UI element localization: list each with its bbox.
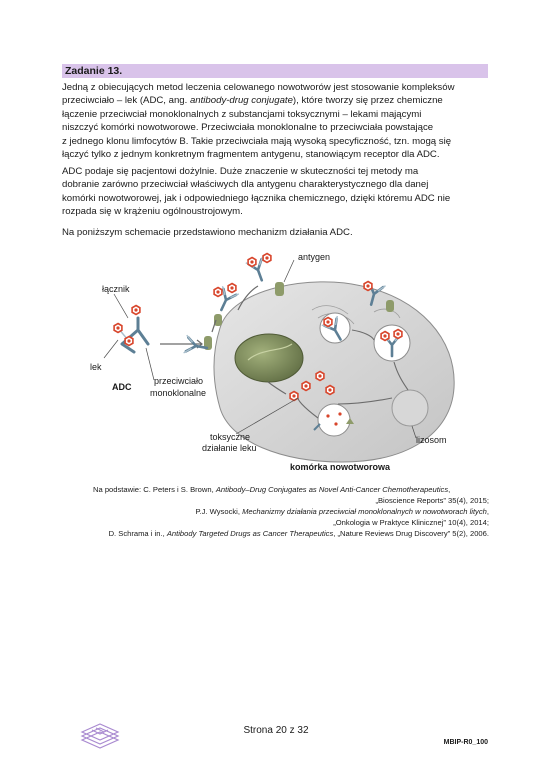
source-text: , — [486, 507, 489, 516]
exam-code: MBIP-R0_100 — [443, 739, 488, 746]
source-text: P.J. Wysocki, — [195, 507, 243, 516]
text-italic: antibody-drug conjugate — [189, 95, 293, 107]
source-title: Antibody–Drug Conjugates as Novel Anti-Cancer Chemotherapeutics — [215, 485, 449, 494]
label-linker: łącznik — [102, 284, 130, 294]
text-line: łączyć tylko z jednym konkretnym fragmentem antygenu, stanowiącym receptor dla ADC. — [62, 149, 440, 161]
label-toxic: toksyczne — [210, 432, 251, 442]
nucleus — [235, 334, 303, 382]
label-antigen: antygen — [298, 252, 331, 262]
method-paragraph — [62, 165, 492, 219]
source-line-2: „Bioscience Reports” 35(4), 2015; — [375, 496, 489, 505]
text-line: ADC podaje się pacjentowi dożylnie. Duże znaczenie w skuteczności tej metody ma — [62, 166, 419, 177]
source-title: Mechanizmy działania przeciwciał monoklonalnych w nowotworach litych — [242, 507, 487, 516]
label-drug: lek — [90, 362, 102, 372]
source-text: , — [448, 485, 451, 494]
text-line: dobranie zarówno przeciwciał właściwych dla antygenu charakterystycznego dla danej — [62, 179, 429, 191]
page-number: Strona 20 z 32 — [243, 725, 309, 736]
adc-complex — [114, 306, 148, 353]
label-monoclonal: monoklonalne — [150, 388, 207, 398]
text-line: z jednego klonu limfocytów B. Takie przeciwciała mają wysoką specyficzność, tzn. mogą się — [62, 135, 452, 147]
text-line: niszczyć komórki nowotworowe. Przeciwciała monoklonalne to przeciwciała powstające — [62, 122, 434, 134]
degradation-vesicle — [318, 404, 350, 436]
text-line: łączenie przeciwciał monoklonalnych z substancjami toksycznymi – lekami mającymi — [62, 108, 422, 120]
diagram-intro: Na poniższym schemacie przedstawiono mechanizm działania ADC. — [62, 227, 353, 238]
label-adc: ADC — [112, 382, 132, 392]
source-line-3 — [195, 506, 489, 517]
text-line: rozpada się w krążeniu ogólnoustrojowym. — [62, 206, 243, 218]
source-line-4: „Onkologia w Praktyce Klinicznej” 10(4), 2014; — [333, 518, 489, 527]
lysosome — [392, 390, 428, 426]
text-line: komórki nowotworowej, jak i odpowiedniego łącznika chemicznego, dzięki któremu ADC nie — [62, 192, 451, 204]
source-text: Na podstawie: C. Peters i S. Brown, — [93, 485, 216, 494]
bound-adc — [184, 335, 212, 357]
text-line: przeciwciało – lek (ADC, ang. — [62, 95, 190, 107]
source-text: D. Schrama i in., — [108, 529, 167, 538]
task-title: Zadanie 13. — [62, 64, 488, 78]
source-title: Antibody Targeted Drugs as Cancer Therapeutics — [166, 529, 334, 538]
text-line: Jedną z obiecujących metod leczenia celowanego nowotworów jest stosowanie kompleksów — [62, 82, 455, 93]
source-line-5 — [109, 528, 489, 539]
label-cell: komórka nowotworowa — [290, 462, 391, 472]
adc-mechanism-diagram — [62, 248, 492, 476]
source-text: , „Nature Reviews Drug Discovery” 5(2), 2006. — [333, 529, 489, 538]
text-line: ), które tworzy się przez chemiczne — [292, 95, 443, 107]
label-antibody: przeciwciało — [154, 376, 204, 386]
label-toxic-action: działanie leku — [202, 443, 257, 453]
source-line-1 — [93, 484, 450, 495]
label-lysosome: lizosom — [416, 435, 447, 445]
intro-paragraph — [62, 81, 492, 161]
